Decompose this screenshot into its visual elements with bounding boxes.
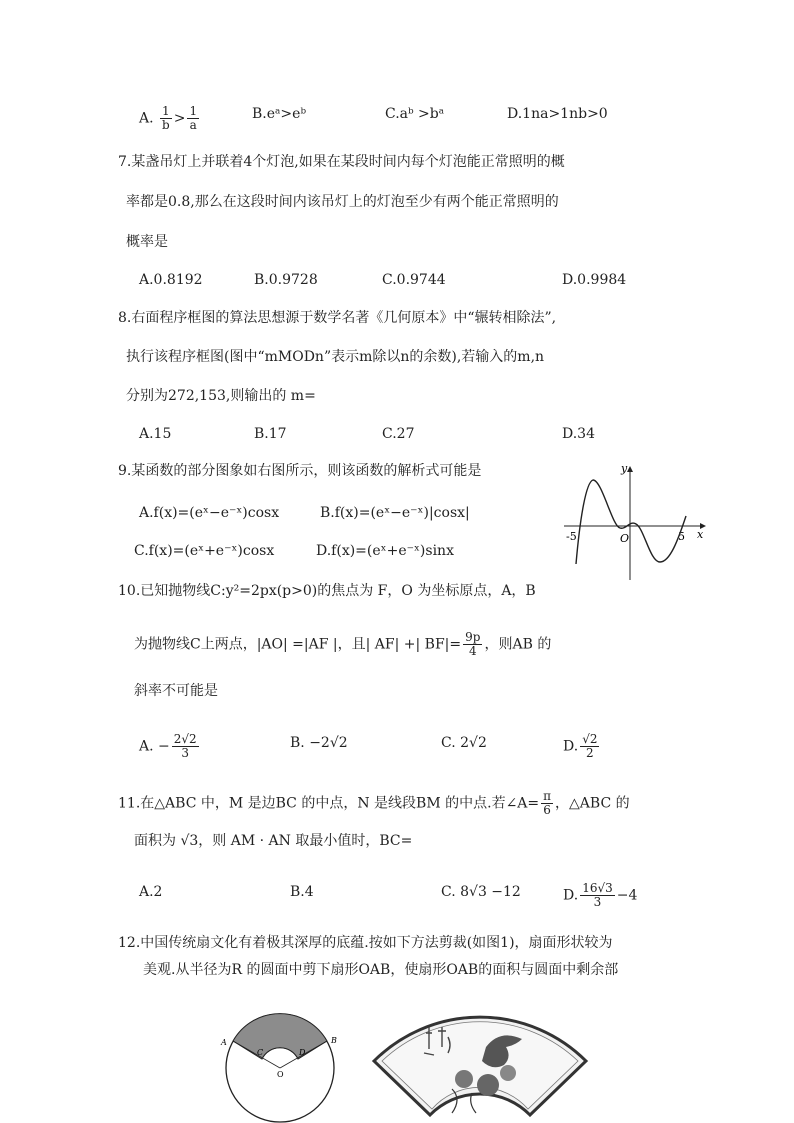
q11-option-d-frac: $\frac{16√3}{3}$: [582, 881, 613, 909]
q12-figure1-circle: [215, 1003, 350, 1123]
q12-label-b: B: [331, 1036, 337, 1045]
q12-label-o: O: [277, 1070, 284, 1079]
q12-fan-picture: [368, 1003, 592, 1121]
q9-curve: [576, 480, 686, 564]
q8-option-b[interactable]: B.17: [254, 426, 287, 442]
q6-option-a-label: A.: [139, 110, 154, 127]
q8-option-a[interactable]: A.15: [139, 426, 172, 442]
q10-option-d[interactable]: D. $\frac{√2}{2}$: [563, 732, 598, 760]
q11-stem-line2: 面积为 √3，则 AM · AN 取最小值时，BC=: [134, 833, 413, 849]
q11-stem-line1: 11.在△ABC 中，M 是边BC 的中点，N 是线段BM 的中点.若∠A= $\frac{\pi}{6}$ ，△ABC 的: [118, 789, 630, 817]
q6-option-a-frac1: $\frac{1}{b}$: [162, 104, 170, 132]
q9-y-arrow: [627, 466, 633, 472]
q10-option-c[interactable]: C. 2√2: [441, 735, 487, 751]
q11-option-a[interactable]: A.2: [139, 884, 163, 900]
q12-fan-flower3: [500, 1065, 516, 1081]
q7-stem-line3: 概率是: [126, 234, 168, 250]
q9-function-graph: [560, 458, 710, 588]
q9-option-c[interactable]: C.f(x)=(eˣ+e⁻ˣ)cosx: [134, 543, 275, 559]
q9-option-d[interactable]: D.f(x)=(eˣ+e⁻ˣ)sinx: [316, 543, 454, 559]
q12-label-d: D: [299, 1048, 306, 1057]
q6-option-a-frac2: $\frac{1}{a}$: [189, 104, 198, 132]
q8-option-c[interactable]: C.27: [382, 426, 415, 442]
q7-option-d[interactable]: D.0.9984: [562, 272, 627, 288]
q10-option-d-frac: $\frac{√2}{2}$: [582, 732, 598, 760]
q8-option-d[interactable]: D.34: [562, 426, 595, 442]
q7-option-c[interactable]: C.0.9744: [382, 272, 446, 288]
q12-fan-flower1: [455, 1070, 473, 1088]
q9-y-label: y: [621, 462, 628, 475]
q10-stem-line1: 10.已知抛物线C:y²=2px(p>0)的焦点为 F，O 为坐标原点，A，B: [118, 583, 536, 599]
q10-frac: $\frac{9p}{4}$: [465, 630, 481, 658]
q11-option-c[interactable]: C. 8√3 −12: [441, 884, 521, 900]
q9-option-a[interactable]: A.f(x)=(eˣ−e⁻ˣ)cosx: [139, 505, 280, 521]
q8-stem-line2: 执行该程序框图(图中“mMODn”表示m除以n的余数),若输入的m,n: [126, 349, 545, 365]
q9-origin-label: O: [620, 532, 630, 545]
q10-option-b[interactable]: B. −2√2: [290, 735, 348, 751]
q10-stem-line2: 为抛物线C上两点，|AO| =|AF |，且| AF| +| BF|= $\frac{9p}{4}$ ，则AB 的: [134, 630, 552, 658]
q10-option-a[interactable]: A. − $\frac{2√2}{3}$: [139, 732, 197, 760]
q6-option-a[interactable]: A. $\frac{1}{b}$ > $\frac{1}{a}$: [139, 104, 198, 132]
q8-stem-line3: 分别为272,153,则输出的 m=: [126, 388, 316, 404]
q6-option-b[interactable]: B.eᵃ>eᵇ: [252, 106, 307, 122]
q12-stem-line2: 美观.从半径为R 的圆面中剪下扇形OAB，使扇形OAB的面积与圆面中剩余部: [143, 962, 619, 978]
q7-stem-line1: 7.某盏吊灯上并联着4个灯泡,如果在某段时间内每个灯泡能正常照明的概: [118, 154, 565, 170]
q6-option-d[interactable]: D.1na>1nb>0: [507, 106, 608, 122]
q10-option-a-frac: $\frac{2√2}{3}$: [173, 732, 197, 760]
q11-frac: $\frac{\pi}{6}$: [543, 789, 552, 817]
q10-stem-line3: 斜率不可能是: [134, 683, 218, 699]
q12-label-c: C: [257, 1048, 264, 1057]
q12-fan-flower2: [477, 1074, 499, 1096]
q9-option-b[interactable]: B.f(x)=(eˣ−e⁻ˣ)|cosx|: [320, 505, 470, 521]
q9-pos-tick: 5: [678, 530, 685, 543]
q9-x-label: x: [697, 528, 704, 541]
q9-neg-tick: -5: [566, 530, 577, 543]
q11-option-d[interactable]: D. $\frac{16√3}{3}$ −4: [563, 881, 638, 909]
q7-stem-line2: 率都是0.8,那么在这段时间内该吊灯上的灯泡至少有两个能正常照明的: [126, 194, 559, 210]
q9-stem: 9.某函数的部分图象如右图所示，则该函数的解析式可能是: [118, 463, 482, 479]
q7-option-a[interactable]: A.0.8192: [139, 272, 203, 288]
q8-stem-line1: 8.右面程序框图的算法思想源于数学名著《几何原本》中“辗转相除法”,: [118, 310, 557, 326]
q6-option-c[interactable]: C.aᵇ >bᵃ: [385, 106, 445, 122]
q11-option-b[interactable]: B.4: [290, 884, 314, 900]
q12-stem-line1: 12.中国传统扇文化有着极其深厚的底蕴.按如下方法剪裁(如图1)，扇面形状较为: [118, 935, 613, 951]
q12-label-a: A: [221, 1038, 227, 1047]
q7-option-b[interactable]: B.0.9728: [254, 272, 318, 288]
